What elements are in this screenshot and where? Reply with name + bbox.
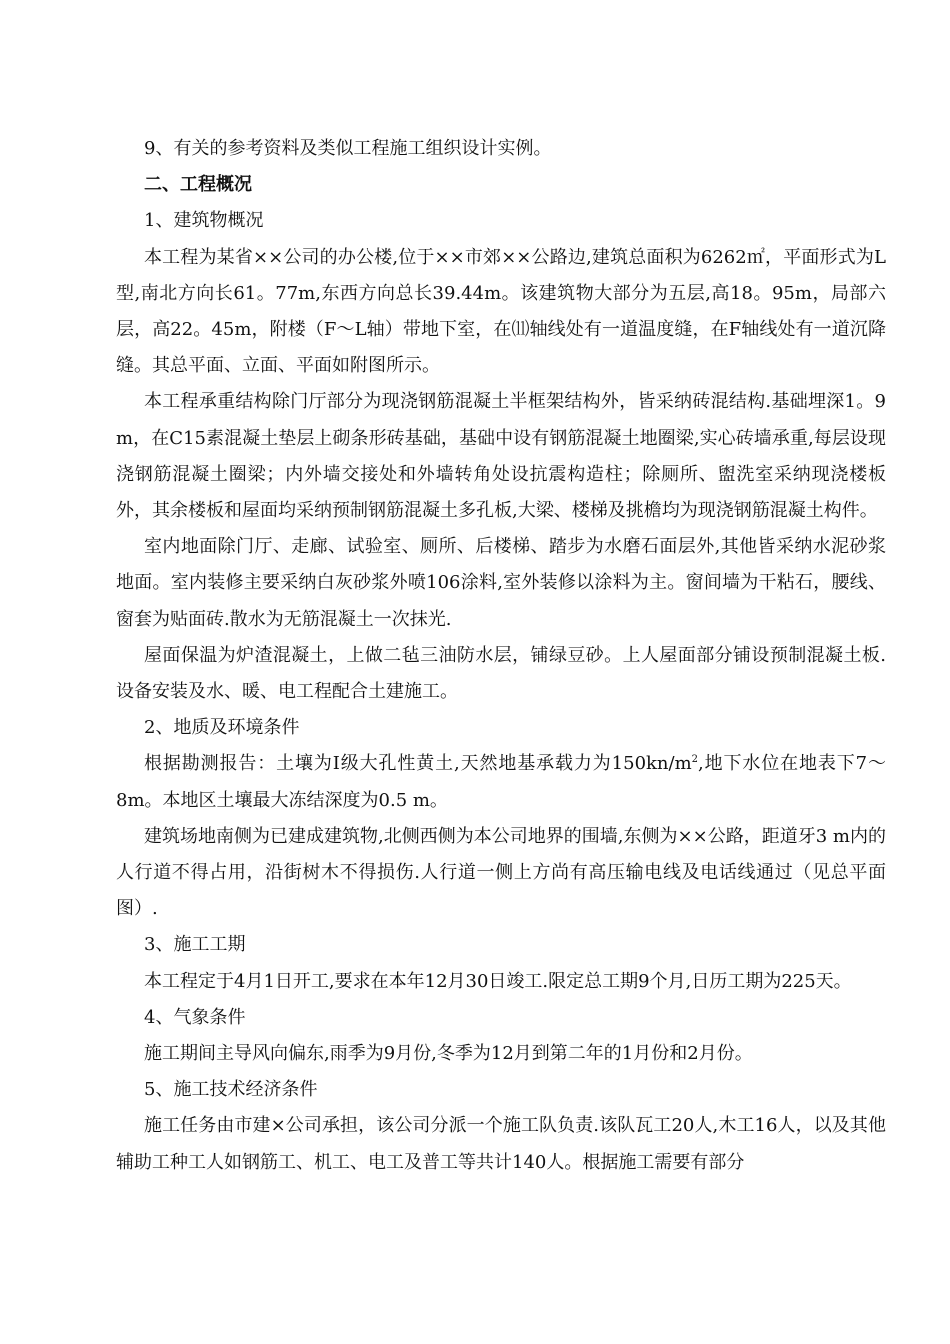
geology-paragraph-1: [116, 746, 886, 818]
weather-paragraph: 施工期间主导风向偏东,雨季为9月份,冬季为12月到第二年的1月份和2月份。: [144, 1043, 753, 1065]
geology-text-part-a: 根据勘测报告：土壤为Ⅰ级大孔性黄土,天然地基承载力为150kn/m: [144, 753, 692, 775]
subsection-4-heading: 4、气象条件: [144, 1006, 246, 1028]
subsection-2-heading: 2、地质及环境条件: [144, 717, 300, 739]
building-overview-paragraph-3: 室内地面除门厅、走廊、试验室、厕所、后楼梯、踏步为水磨石面层外,其他皆采纳水泥砂浆地面。室内装修主要采纳白灰砂浆外喷106涂料,室外装修以涂料为主。窗间墙为干粘石，腰线、窗套为贴面砖.散水为无筋混凝土一次抹光.: [116, 536, 886, 630]
reference-item-9: 9、有关的参考资料及类似工程施工组织设计实例。: [144, 138, 552, 159]
superscript-unit: 2: [691, 754, 699, 766]
subsection-3-heading: 3、施工工期: [144, 934, 246, 956]
geology-paragraph-2: 建筑场地南侧为已建成建筑物,北侧西侧为本公司地界的围墙,东侧为××公路，距道牙3 m内的人行道不得占用，沿街树木不得损伤.人行道一侧上方尚有高压输电线及电话线通过（见总平面图）.: [116, 825, 886, 920]
technical-economic-paragraph: 施工任务由市建×公司承担，该公司分派一个施工队负责.该队瓦工20人,木工16人，以及其他辅助工种工人如钢筋工、机工、电工及普工等共计140人。根据施工需要有部分: [116, 1115, 886, 1173]
schedule-paragraph: 本工程定于4月1日开工,要求在本年12月30日竣工.限定总工期9个月,日历工期为225天。: [144, 970, 852, 992]
subsection-1-heading: 1、建筑物概况: [144, 210, 264, 232]
section-2-heading: 二、工程概况: [144, 174, 252, 196]
geology-text-part-b: ,地下水位在地表下7～8m。本地区土壤最大冻结深度为0.5 m。: [116, 753, 886, 811]
subsection-5-heading: 5、施工技术经济条件: [144, 1079, 318, 1101]
building-overview-paragraph-4: 屋面保温为炉渣混凝土，上做二毡三油防水层，铺绿豆砂。上人屋面部分铺设预制混凝土板.设备安装及水、暖、电工程配合土建施工。: [116, 644, 886, 703]
building-overview-paragraph-1: 本工程为某省××公司的办公楼,位于××市郊××公路边,建筑总面积为6262㎡，平面形式为L型,南北方向长61。77m,东西方向总长39.44m。该建筑物大部分为五层,高18。95m，局部六层，高22。45m，附楼（F～L轴）带地下室，在⑾轴线处有一道温度缝，在F轴线处有一道沉降缝。其总平面、立面、平面如附图所示。: [116, 246, 886, 377]
building-overview-paragraph-2: 本工程承重结构除门厅部分为现浇钢筋混凝土半框架结构外，皆采纳砖混结构.基础埋深1。9 m，在C15素混凝土垫层上砌条形砖基础，基础中设有钢筋混凝土地圈梁,实心砖墙承重,每层设现浇钢筋混凝土圈梁；内外墙交接处和外墙转角处设抗震构造柱；除厕所、盥洗室采纳现浇楼板外，其余楼板和屋面均采纳预制钢筋混凝土多孔板,大梁、楼梯及挑檐均为现浇钢筋混凝土构件。: [116, 391, 886, 522]
document-body: [116, 131, 886, 1181]
